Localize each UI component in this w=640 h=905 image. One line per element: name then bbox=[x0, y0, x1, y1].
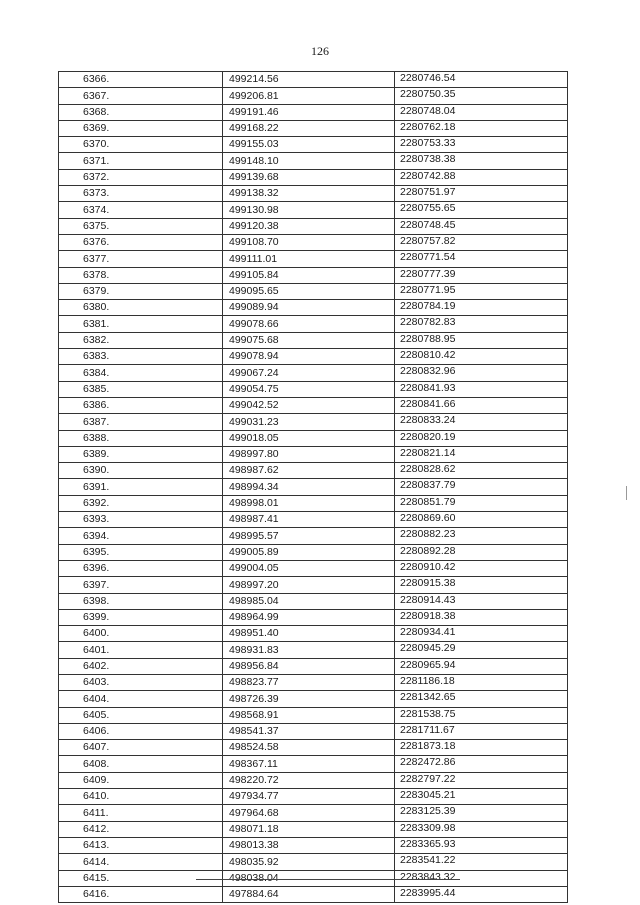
y-coordinate-cell: 2280965.94 bbox=[395, 658, 568, 674]
point-number-cell: 6408. bbox=[59, 756, 223, 772]
table-row bbox=[59, 544, 568, 560]
y-coordinate-cell: 2280753.33 bbox=[395, 137, 568, 153]
y-coordinate-cell: 2280784.19 bbox=[395, 300, 568, 316]
table-row bbox=[59, 186, 568, 202]
table-row bbox=[59, 397, 568, 413]
point-number-cell: 6376. bbox=[59, 234, 223, 250]
y-coordinate-cell: 2280828.62 bbox=[395, 463, 568, 479]
point-number-cell: 6398. bbox=[59, 593, 223, 609]
table-row bbox=[59, 674, 568, 690]
y-coordinate-cell: 2283125.39 bbox=[395, 805, 568, 821]
table-row bbox=[59, 104, 568, 120]
table-row bbox=[59, 707, 568, 723]
table-row bbox=[59, 495, 568, 511]
point-number-cell: 6403. bbox=[59, 674, 223, 690]
point-number-cell: 6385. bbox=[59, 381, 223, 397]
point-number-cell: 6377. bbox=[59, 251, 223, 267]
table-row bbox=[59, 332, 568, 348]
x-coordinate-cell: 498931.83 bbox=[223, 642, 395, 658]
point-number-cell: 6401. bbox=[59, 642, 223, 658]
y-coordinate-cell: 2280810.42 bbox=[395, 349, 568, 365]
y-coordinate-cell: 2280771.95 bbox=[395, 283, 568, 299]
table-row bbox=[59, 642, 568, 658]
x-coordinate-cell: 498726.39 bbox=[223, 691, 395, 707]
table-row bbox=[59, 88, 568, 104]
point-number-cell: 6414. bbox=[59, 854, 223, 870]
table-row bbox=[59, 805, 568, 821]
table-row bbox=[59, 609, 568, 625]
x-coordinate-cell: 499075.68 bbox=[223, 332, 395, 348]
point-number-cell: 6396. bbox=[59, 560, 223, 576]
y-coordinate-cell: 2283045.21 bbox=[395, 789, 568, 805]
x-coordinate-cell: 498997.20 bbox=[223, 577, 395, 593]
x-coordinate-cell: 499130.98 bbox=[223, 202, 395, 218]
x-coordinate-cell: 499168.22 bbox=[223, 120, 395, 136]
point-number-cell: 6409. bbox=[59, 772, 223, 788]
x-coordinate-cell: 498997.80 bbox=[223, 446, 395, 462]
point-number-cell: 6386. bbox=[59, 397, 223, 413]
x-coordinate-cell: 498220.72 bbox=[223, 772, 395, 788]
x-coordinate-cell: 497964.68 bbox=[223, 805, 395, 821]
point-number-cell: 6380. bbox=[59, 300, 223, 316]
table-row bbox=[59, 202, 568, 218]
y-coordinate-cell: 2281342.65 bbox=[395, 691, 568, 707]
y-coordinate-cell: 2280820.19 bbox=[395, 430, 568, 446]
point-number-cell: 6397. bbox=[59, 577, 223, 593]
y-coordinate-cell: 2280918.38 bbox=[395, 609, 568, 625]
point-number-cell: 6411. bbox=[59, 805, 223, 821]
x-coordinate-cell: 498524.58 bbox=[223, 740, 395, 756]
table-row bbox=[59, 560, 568, 576]
y-coordinate-cell: 2280869.60 bbox=[395, 512, 568, 528]
point-number-cell: 6375. bbox=[59, 218, 223, 234]
x-coordinate-cell: 499095.65 bbox=[223, 283, 395, 299]
y-coordinate-cell: 2283843.32 bbox=[395, 870, 568, 886]
point-number-cell: 6379. bbox=[59, 283, 223, 299]
y-coordinate-cell: 2282472.86 bbox=[395, 756, 568, 772]
y-coordinate-cell: 2280910.42 bbox=[395, 560, 568, 576]
point-number-cell: 6373. bbox=[59, 186, 223, 202]
point-number-cell: 6410. bbox=[59, 789, 223, 805]
x-coordinate-cell: 498987.62 bbox=[223, 463, 395, 479]
x-coordinate-cell: 497934.77 bbox=[223, 789, 395, 805]
x-coordinate-cell: 498994.34 bbox=[223, 479, 395, 495]
x-coordinate-cell: 498998.01 bbox=[223, 495, 395, 511]
x-coordinate-cell: 498035.92 bbox=[223, 854, 395, 870]
y-coordinate-cell: 2280914.43 bbox=[395, 593, 568, 609]
table-row bbox=[59, 854, 568, 870]
point-number-cell: 6394. bbox=[59, 528, 223, 544]
y-coordinate-cell: 2283541.22 bbox=[395, 854, 568, 870]
x-coordinate-cell: 499214.56 bbox=[223, 72, 395, 88]
x-coordinate-cell: 498823.77 bbox=[223, 674, 395, 690]
table-row bbox=[59, 772, 568, 788]
table-row bbox=[59, 512, 568, 528]
y-coordinate-cell: 2282797.22 bbox=[395, 772, 568, 788]
table-row bbox=[59, 267, 568, 283]
coordinates-table-body bbox=[59, 72, 568, 903]
table-row bbox=[59, 120, 568, 136]
point-number-cell: 6390. bbox=[59, 463, 223, 479]
table-row bbox=[59, 169, 568, 185]
x-coordinate-cell: 498951.40 bbox=[223, 626, 395, 642]
table-row bbox=[59, 593, 568, 609]
y-coordinate-cell: 2280755.65 bbox=[395, 202, 568, 218]
point-number-cell: 6387. bbox=[59, 414, 223, 430]
x-coordinate-cell: 498367.11 bbox=[223, 756, 395, 772]
table-row bbox=[59, 283, 568, 299]
point-number-cell: 6406. bbox=[59, 723, 223, 739]
y-coordinate-cell: 2280757.82 bbox=[395, 234, 568, 250]
point-number-cell: 6388. bbox=[59, 430, 223, 446]
table-row bbox=[59, 218, 568, 234]
table-row bbox=[59, 349, 568, 365]
y-coordinate-cell: 2280742.88 bbox=[395, 169, 568, 185]
table-row bbox=[59, 414, 568, 430]
y-coordinate-cell: 2281711.67 bbox=[395, 723, 568, 739]
table-row bbox=[59, 577, 568, 593]
point-number-cell: 6369. bbox=[59, 120, 223, 136]
table-row bbox=[59, 234, 568, 250]
table-row bbox=[59, 723, 568, 739]
table-row bbox=[59, 626, 568, 642]
x-coordinate-cell: 497884.64 bbox=[223, 886, 395, 902]
y-coordinate-cell: 2280892.28 bbox=[395, 544, 568, 560]
point-number-cell: 6412. bbox=[59, 821, 223, 837]
x-coordinate-cell: 499042.52 bbox=[223, 397, 395, 413]
y-coordinate-cell: 2281538.75 bbox=[395, 707, 568, 723]
x-coordinate-cell: 499054.75 bbox=[223, 381, 395, 397]
y-coordinate-cell: 2280934.41 bbox=[395, 626, 568, 642]
x-coordinate-cell: 498964.99 bbox=[223, 609, 395, 625]
table-row bbox=[59, 886, 568, 902]
point-number-cell: 6415. bbox=[59, 870, 223, 886]
x-coordinate-cell: 499105.84 bbox=[223, 267, 395, 283]
x-coordinate-cell: 498071.18 bbox=[223, 821, 395, 837]
x-coordinate-cell: 499120.38 bbox=[223, 218, 395, 234]
table-row bbox=[59, 446, 568, 462]
y-coordinate-cell: 2280738.38 bbox=[395, 153, 568, 169]
x-coordinate-cell: 499018.05 bbox=[223, 430, 395, 446]
table-row bbox=[59, 658, 568, 674]
x-coordinate-cell: 498956.84 bbox=[223, 658, 395, 674]
point-number-cell: 6370. bbox=[59, 137, 223, 153]
y-coordinate-cell: 2280841.93 bbox=[395, 381, 568, 397]
x-coordinate-cell: 498568.91 bbox=[223, 707, 395, 723]
x-coordinate-cell: 499138.32 bbox=[223, 186, 395, 202]
table-row bbox=[59, 251, 568, 267]
point-number-cell: 6402. bbox=[59, 658, 223, 674]
y-coordinate-cell: 2280777.39 bbox=[395, 267, 568, 283]
y-coordinate-cell: 2280915.38 bbox=[395, 577, 568, 593]
page-number: 126 bbox=[311, 44, 329, 58]
x-coordinate-cell: 499148.10 bbox=[223, 153, 395, 169]
y-coordinate-cell: 2283365.93 bbox=[395, 837, 568, 853]
y-coordinate-cell: 2283995.44 bbox=[395, 886, 568, 902]
y-coordinate-cell: 2280748.45 bbox=[395, 218, 568, 234]
x-coordinate-cell: 499089.94 bbox=[223, 300, 395, 316]
point-number-cell: 6382. bbox=[59, 332, 223, 348]
table-row bbox=[59, 316, 568, 332]
y-coordinate-cell: 2280748.04 bbox=[395, 104, 568, 120]
x-coordinate-cell: 499078.66 bbox=[223, 316, 395, 332]
table-row bbox=[59, 463, 568, 479]
point-number-cell: 6372. bbox=[59, 169, 223, 185]
x-coordinate-cell: 499191.46 bbox=[223, 104, 395, 120]
x-coordinate-cell: 499111.01 bbox=[223, 251, 395, 267]
coordinates-table bbox=[58, 71, 568, 903]
table-row bbox=[59, 528, 568, 544]
point-number-cell: 6393. bbox=[59, 512, 223, 528]
footer-rule bbox=[196, 879, 460, 880]
table-row bbox=[59, 153, 568, 169]
point-number-cell: 6374. bbox=[59, 202, 223, 218]
point-number-cell: 6381. bbox=[59, 316, 223, 332]
table-row bbox=[59, 300, 568, 316]
point-number-cell: 6368. bbox=[59, 104, 223, 120]
point-number-cell: 6389. bbox=[59, 446, 223, 462]
x-coordinate-cell: 499005.89 bbox=[223, 544, 395, 560]
point-number-cell: 6391. bbox=[59, 479, 223, 495]
point-number-cell: 6407. bbox=[59, 740, 223, 756]
y-coordinate-cell: 2280945.29 bbox=[395, 642, 568, 658]
y-coordinate-cell: 2281873.18 bbox=[395, 740, 568, 756]
y-coordinate-cell: 2283309.98 bbox=[395, 821, 568, 837]
y-coordinate-cell: 2280851.79 bbox=[395, 495, 568, 511]
table-row bbox=[59, 137, 568, 153]
table-row bbox=[59, 837, 568, 853]
x-coordinate-cell: 499108.70 bbox=[223, 234, 395, 250]
point-number-cell: 6378. bbox=[59, 267, 223, 283]
y-coordinate-cell: 2280882.23 bbox=[395, 528, 568, 544]
table-row bbox=[59, 789, 568, 805]
point-number-cell: 6383. bbox=[59, 349, 223, 365]
y-coordinate-cell: 2280746.54 bbox=[395, 72, 568, 88]
y-coordinate-cell: 2280788.95 bbox=[395, 332, 568, 348]
point-number-cell: 6400. bbox=[59, 626, 223, 642]
table-row bbox=[59, 821, 568, 837]
point-number-cell: 6392. bbox=[59, 495, 223, 511]
table-row bbox=[59, 691, 568, 707]
y-coordinate-cell: 2280837.79 bbox=[395, 479, 568, 495]
x-coordinate-cell: 499078.94 bbox=[223, 349, 395, 365]
y-coordinate-cell: 2280751.97 bbox=[395, 186, 568, 202]
y-coordinate-cell: 2280832.96 bbox=[395, 365, 568, 381]
point-number-cell: 6399. bbox=[59, 609, 223, 625]
point-number-cell: 6416. bbox=[59, 886, 223, 902]
table-row bbox=[59, 365, 568, 381]
margin-mark bbox=[626, 486, 627, 500]
table-row bbox=[59, 430, 568, 446]
point-number-cell: 6395. bbox=[59, 544, 223, 560]
x-coordinate-cell: 498541.37 bbox=[223, 723, 395, 739]
y-coordinate-cell: 2280762.18 bbox=[395, 120, 568, 136]
point-number-cell: 6413. bbox=[59, 837, 223, 853]
x-coordinate-cell: 499206.81 bbox=[223, 88, 395, 104]
y-coordinate-cell: 2280841.66 bbox=[395, 397, 568, 413]
table-row bbox=[59, 479, 568, 495]
point-number-cell: 6404. bbox=[59, 691, 223, 707]
table-row bbox=[59, 740, 568, 756]
y-coordinate-cell: 2280750.35 bbox=[395, 88, 568, 104]
y-coordinate-cell: 2280782.83 bbox=[395, 316, 568, 332]
point-number-cell: 6371. bbox=[59, 153, 223, 169]
x-coordinate-cell: 499004.05 bbox=[223, 560, 395, 576]
point-number-cell: 6367. bbox=[59, 88, 223, 104]
point-number-cell: 6405. bbox=[59, 707, 223, 723]
x-coordinate-cell: 498013.38 bbox=[223, 837, 395, 853]
y-coordinate-cell: 2280771.54 bbox=[395, 251, 568, 267]
point-number-cell: 6384. bbox=[59, 365, 223, 381]
x-coordinate-cell: 499067.24 bbox=[223, 365, 395, 381]
y-coordinate-cell: 2280833.24 bbox=[395, 414, 568, 430]
point-number-cell: 6366. bbox=[59, 72, 223, 88]
x-coordinate-cell: 499031.23 bbox=[223, 414, 395, 430]
table-row bbox=[59, 756, 568, 772]
x-coordinate-cell: 498995.57 bbox=[223, 528, 395, 544]
x-coordinate-cell: 499155.03 bbox=[223, 137, 395, 153]
table-row bbox=[59, 381, 568, 397]
x-coordinate-cell: 498985.04 bbox=[223, 593, 395, 609]
y-coordinate-cell: 2281186.18 bbox=[395, 674, 568, 690]
x-coordinate-cell: 498038.04 bbox=[223, 870, 395, 886]
table-row bbox=[59, 72, 568, 88]
y-coordinate-cell: 2280821.14 bbox=[395, 446, 568, 462]
x-coordinate-cell: 498987.41 bbox=[223, 512, 395, 528]
x-coordinate-cell: 499139.68 bbox=[223, 169, 395, 185]
